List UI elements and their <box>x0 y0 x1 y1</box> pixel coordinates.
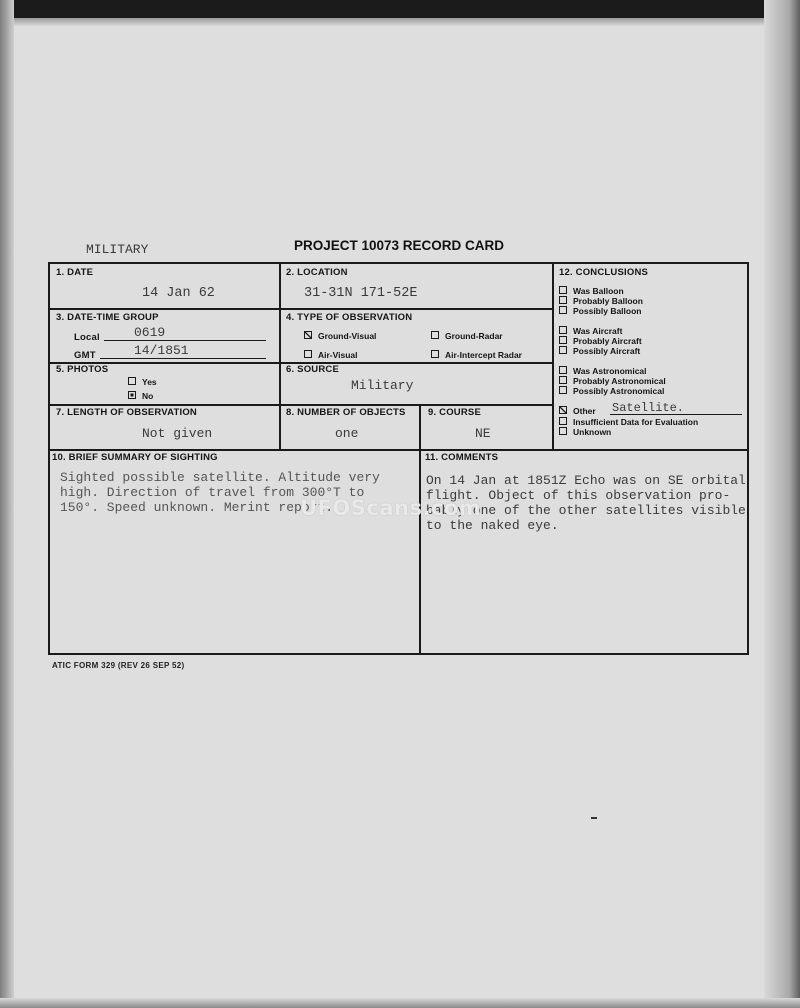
form-id: ATIC FORM 329 (REV 26 SEP 52) <box>52 661 185 670</box>
conclusion-was-astronomical[interactable]: Was Astronomical <box>559 366 647 376</box>
date-time-group-label: 3. DATE-TIME GROUP <box>56 312 159 323</box>
checkbox-icon <box>559 346 567 354</box>
checkbox-icon <box>559 336 567 344</box>
card-title: PROJECT 10073 RECORD CARD <box>294 238 505 253</box>
source-label: 6. SOURCE <box>286 364 340 375</box>
comments-line: to the naked eye. <box>426 518 559 533</box>
obs-ground-radar[interactable]: Ground-Radar <box>431 331 503 341</box>
scan-right-edge <box>764 0 800 1008</box>
checkbox-icon <box>559 326 567 334</box>
conclusion-insufficient-data[interactable]: Insufficient Data for Evaluation <box>559 417 698 427</box>
checkbox-icon <box>559 296 567 304</box>
source-value: Military <box>351 378 414 393</box>
summary-line: Sighted possible satellite. Altitude very <box>60 470 380 485</box>
comments-label: 11. COMMENTS <box>425 452 499 463</box>
checkbox-checked-icon <box>128 391 136 399</box>
checkbox-icon <box>559 376 567 384</box>
conclusion-possibly-astronomical[interactable]: Possibly Astronomical <box>559 386 664 396</box>
conclusion-other[interactable]: Other <box>559 406 596 416</box>
date-label: 1. DATE <box>56 267 94 278</box>
conclusion-unknown[interactable]: Unknown <box>559 427 611 437</box>
checkbox-icon <box>559 417 567 425</box>
gmt-time-value: 14/1851 <box>134 343 189 358</box>
checkbox-icon <box>559 286 567 294</box>
num-objects-value: one <box>335 426 359 441</box>
summary-label: 10. BRIEF SUMMARY OF SIGHTING <box>52 452 218 463</box>
course-value: NE <box>475 426 491 441</box>
gmt-label: GMT <box>74 350 96 361</box>
location-label: 2. LOCATION <box>286 267 348 278</box>
photos-label: 5. PHOTOS <box>56 364 109 375</box>
checkbox-icon <box>559 366 567 374</box>
conclusion-probably-astronomical[interactable]: Probably Astronomical <box>559 376 666 386</box>
checkbox-checked-icon <box>304 331 312 339</box>
photos-no[interactable]: No <box>128 391 153 401</box>
date-value: 14 Jan 62 <box>142 286 215 301</box>
local-label: Local <box>74 332 100 343</box>
length-label: 7. LENGTH OF OBSERVATION <box>56 407 197 418</box>
location-value: 31-31N 171-52E <box>304 286 418 301</box>
checkbox-icon <box>431 350 439 358</box>
checkbox-icon <box>559 386 567 394</box>
obs-air-intercept-radar[interactable]: Air-Intercept Radar <box>431 350 522 360</box>
conclusion-other-value: Satellite. <box>612 401 685 415</box>
type-of-observation-label: 4. TYPE OF OBSERVATION <box>286 312 413 323</box>
comments-line: flight. Object of this observation pro- <box>426 488 731 503</box>
scan-top-border <box>0 0 800 18</box>
num-objects-label: 8. NUMBER OF OBJECTS <box>286 407 406 418</box>
checkbox-checked-icon <box>559 406 567 414</box>
summary-line: 150°. Speed unknown. Merint report. <box>60 500 334 515</box>
scan-speck <box>591 817 597 819</box>
conclusion-possibly-aircraft[interactable]: Possibly Aircraft <box>559 346 640 356</box>
obs-air-visual[interactable]: Air-Visual <box>304 350 358 360</box>
conclusions-label: 12. CONCLUSIONS <box>559 267 649 278</box>
conclusion-possibly-balloon[interactable]: Possibly Balloon <box>559 306 642 316</box>
checkbox-icon <box>128 377 136 385</box>
summary-line: high. Direction of travel from 300°T to <box>60 485 365 500</box>
checkbox-icon <box>431 331 439 339</box>
scan-bottom-edge <box>0 998 800 1008</box>
checkbox-icon <box>559 427 567 435</box>
length-value: Not given <box>142 426 213 441</box>
local-time-value: 0619 <box>134 325 166 340</box>
conclusion-probably-aircraft[interactable]: Probably Aircraft <box>559 336 642 346</box>
watermark: UFOScans.com <box>300 496 482 520</box>
course-label: 9. COURSE <box>428 407 482 418</box>
checkbox-icon <box>559 306 567 314</box>
conclusion-was-balloon[interactable]: Was Balloon <box>559 286 624 296</box>
conclusion-was-aircraft[interactable]: Was Aircraft <box>559 326 622 336</box>
obs-ground-visual[interactable]: Ground-Visual <box>304 331 376 341</box>
comments-line: On 14 Jan at 1851Z Echo was on SE orbital <box>426 473 746 488</box>
scan-left-edge <box>0 0 14 1008</box>
conclusion-probably-balloon[interactable]: Probably Balloon <box>559 296 643 306</box>
comments-line: bably one of the other satellites visible <box>426 503 746 518</box>
classification-stamp: MILITARY <box>86 242 149 257</box>
checkbox-icon <box>304 350 312 358</box>
photos-yes[interactable]: Yes <box>128 377 157 387</box>
